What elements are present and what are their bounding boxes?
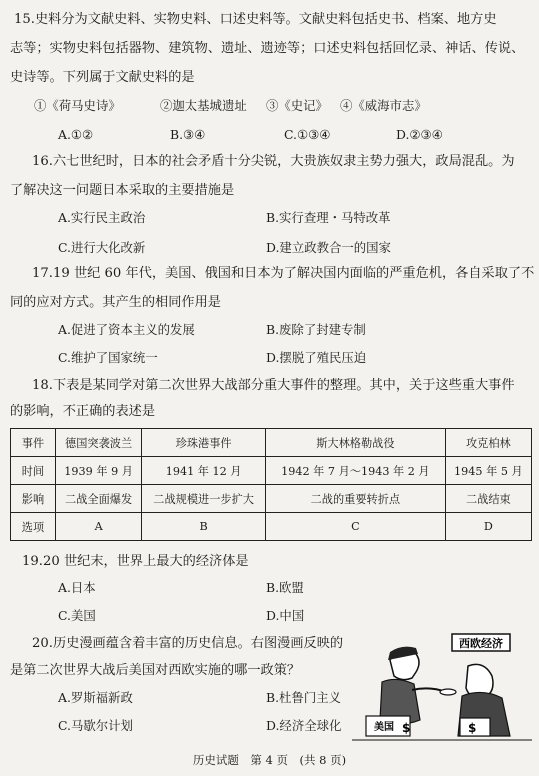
impact-cell: 二战结束: [445, 485, 531, 513]
q17-option-d: D.摆脱了殖民压迫: [266, 350, 367, 365]
q15-item-3: ③《史记》: [266, 98, 328, 113]
q19-stem-line1: 19.20 世纪末，世界上最大的经济体是: [22, 554, 249, 569]
q16-stem-line1: 16.六七世纪时，日本的社会矛盾十分尖锐，大贵族奴隶主势力强大，政局混乱。为: [32, 154, 515, 169]
choice-cell: B: [142, 513, 266, 541]
q17-option-c: C.维护了国家统一: [58, 350, 158, 365]
q20-option-b: B.杜鲁门主义: [266, 690, 341, 705]
q16-option-c: C.进行大化改新: [58, 240, 146, 255]
cartoon-left-label: 美国: [374, 722, 394, 733]
q16-stem-line2: 了解决这一问题日本采取的主要措施是: [10, 183, 235, 198]
time-cell: 1939 年 9 月: [56, 457, 142, 485]
choice-cell: C: [266, 513, 446, 541]
q20-stem-line1: 20.历史漫画蕴含着丰富的历史信息。右图漫画反映的: [32, 636, 344, 651]
row-label-choice: 选项: [11, 513, 56, 541]
q19-option-b: B.欧盟: [266, 580, 304, 595]
table-row: [11, 457, 532, 485]
q18-stem-line1: 18.下表是某同学对第二次世界大战部分重大事件的整理。其中，关于这些重大事件: [32, 378, 515, 393]
table-row: [11, 513, 532, 541]
event-cell: 攻克柏林: [445, 429, 531, 457]
q19-option-c: C.美国: [58, 608, 96, 623]
marshall-plan-cartoon: [352, 632, 532, 744]
spoon: [440, 689, 456, 695]
q15-option-b: B.③④: [170, 127, 206, 142]
q15-stem-line2: 志等；实物史料包括器物、建筑物、遗址、遗迹等；口述史料包括回忆录、神话、传说、: [10, 41, 525, 56]
q19-option-a: A.日本: [58, 580, 96, 595]
q17-option-a: A.促进了资本主义的发展: [58, 322, 195, 337]
q15-item-2: ②迦太基城遗址: [160, 98, 247, 113]
row-label-event: 事件: [11, 429, 56, 457]
dollar-sign-icon: $: [402, 721, 411, 735]
cartoon-sign-text: 西欧经济: [459, 637, 503, 650]
event-cell: 斯大林格勒战役: [266, 429, 446, 457]
q20-option-a: A.罗斯福新政: [58, 690, 133, 705]
impact-cell: 二战的重要转折点: [266, 485, 446, 513]
time-cell: 1942 年 7 月～1943 年 2 月: [266, 457, 446, 485]
row-label-impact: 影响: [11, 485, 56, 513]
row-label-time: 时间: [11, 457, 56, 485]
q15-stem-line3: 史诗等。下列属于文献史料的是: [10, 70, 195, 85]
q19-option-d: D.中国: [266, 608, 305, 623]
q20-option-d: D.经济全球化: [266, 718, 342, 733]
time-cell: 1945 年 5 月: [445, 457, 531, 485]
q20-stem-line2: 是第二次世界大战后美国对西欧实施的哪一政策？: [10, 663, 301, 678]
q16-option-b: B.实行查理・马特改革: [266, 210, 391, 225]
ww2-events-table: [10, 428, 532, 541]
q16-option-a: A.实行民主政治: [58, 210, 146, 225]
q20-option-c: C.马歇尔计划: [58, 718, 133, 733]
impact-cell: 二战规模进一步扩大: [142, 485, 266, 513]
event-cell: 德国突袭波兰: [56, 429, 142, 457]
q15-option-d: D.②③④: [396, 127, 443, 142]
choice-cell: A: [56, 513, 142, 541]
time-cell: 1941 年 12 月: [142, 457, 266, 485]
q16-option-d: D.建立政教合一的国家: [266, 240, 391, 255]
q15-stem-line1: 15.史料分为文献史料、实物史料、口述史料等。文献史料包括史书、档案、地方史: [14, 12, 497, 27]
page-footer: 历史试题 第 4 页 (共 8 页): [192, 753, 347, 767]
q15-item-4: ④《威海市志》: [340, 98, 427, 113]
q18-stem-line2: 的影响，不正确的表述是: [10, 404, 156, 419]
q17-option-b: B.废除了封建专制: [266, 322, 366, 337]
table-row: [11, 485, 532, 513]
q15-option-c: C.①③④: [284, 127, 331, 142]
impact-cell: 二战全面爆发: [56, 485, 142, 513]
q17-stem-line2: 同的应对方式。其产生的相同作用是: [10, 295, 221, 310]
q15-item-1: ①《荷马史诗》: [34, 98, 121, 113]
dollar-sign-icon: $: [468, 721, 477, 735]
q15-option-a: A.①②: [58, 127, 94, 142]
choice-cell: D: [445, 513, 531, 541]
q17-stem-line1: 17.19 世纪 60 年代，美国、俄国和日本为了解决国内面临的严重危机，各自采取了不: [32, 266, 535, 281]
table-row: [11, 429, 532, 457]
event-cell: 珍珠港事件: [142, 429, 266, 457]
